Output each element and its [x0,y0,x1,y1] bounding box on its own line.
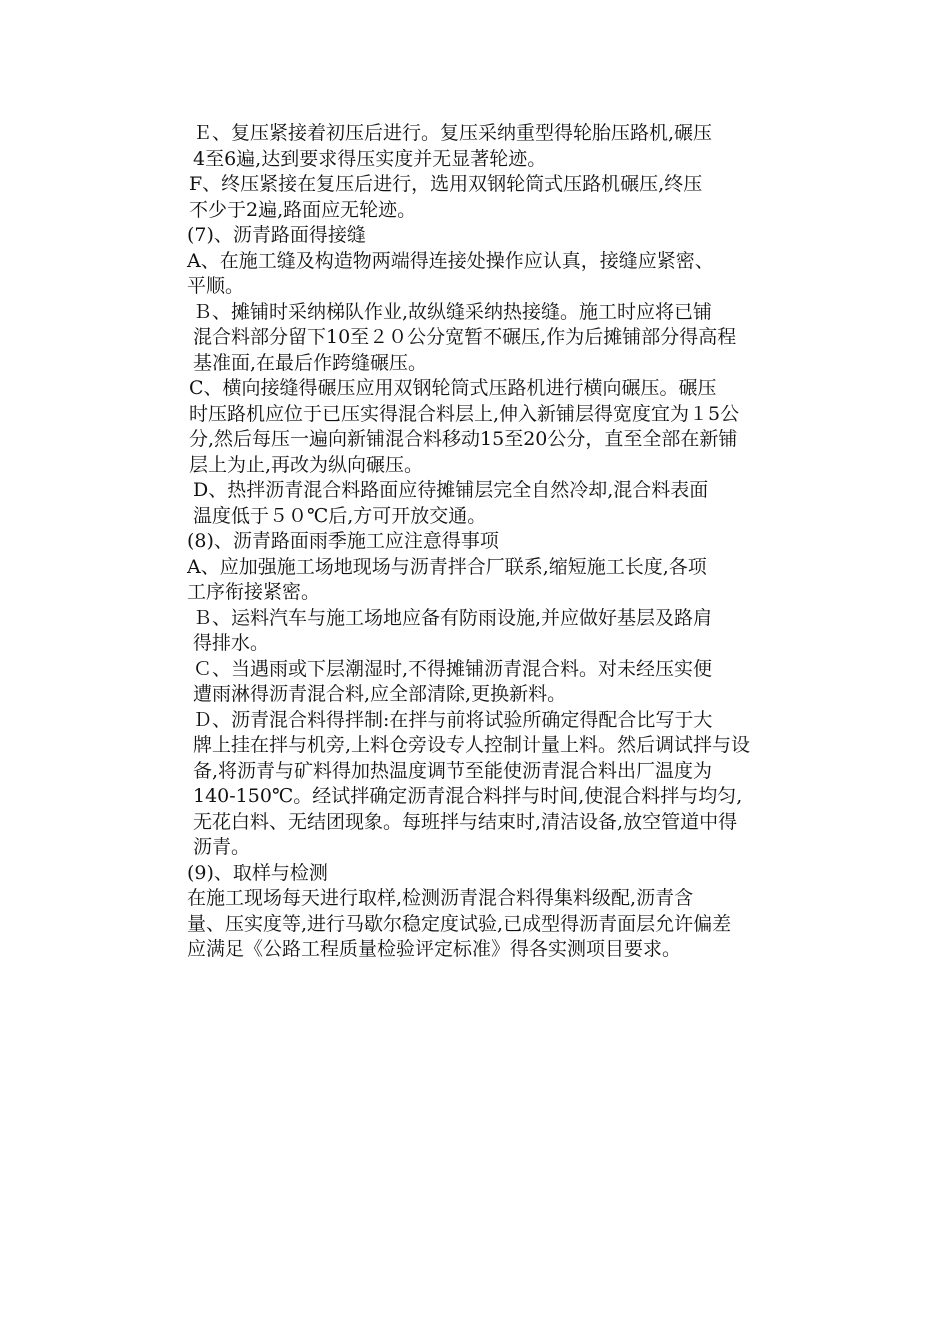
paragraph-c-wet-conditions: Ｃ、当遇雨或下层潮湿时,不得摊铺沥青混合料。对未经压实便 遭雨淋得沥青混合料,应全部清除,更换新料。 [193,657,713,705]
paragraph-b-rain-protection: Ｂ、运料汽车与施工场地应备有防雨设施,并应做好基层及路肩 得排水。 [193,606,713,654]
paragraph-e-re-compaction: Ｅ、复压紧接着初压后进行。复压采纳重型得轮胎压路机,碾压 4至6遍,达到要求得压实度并无显著轮迹。 [193,122,713,170]
section-heading-9-sampling: (9)、取样与检测 [187,861,328,884]
section-heading-8-rainy-season: (8)、沥青路面雨季施工应注意得事项 [187,530,499,552]
section-heading-7-joints: (7)、沥青路面得接缝 [187,224,366,246]
paragraph-b-longitudinal-joints: Ｂ、摊铺时采纳梯队作业,故纵缝采纳热接缝。施工时应将已铺 混合料部分留下10至２０公分宽暂不碾压,作为后摊铺部分得高程 基准面,在最后作跨缝碾压。 [193,300,737,374]
paragraph-d-traffic-opening: D、热拌沥青混合料路面应待摊铺层完全自然冷却,混合料表面 温度低于５０℃后,方可开放交通。 [193,479,709,527]
paragraph-a-coordination: A、应加强施工场地现场与沥青拌合厂联系,缩短施工长度,各项 工序衔接紧密。 [187,555,707,603]
paragraph-c-transverse-joints: C、横向接缝得碾压应用双钢轮筒式压路机进行横向碾压。碾压 时压路机应位于已压实得混合料层上,伸入新铺层得宽度宜为１5公 分,然后每压一遍向新铺混合料移动15至20公分，直至全部在新铺 层上为止,再改为纵向碾压。 [189,377,740,476]
paragraph-a-construction-joints: A、在施工缝及构造物两端得连接处操作应认真，接缝应紧密、 平顺。 [187,249,714,297]
document-body [147,121,807,963]
paragraph-sampling-testing: 在施工现场每天进行取样,检测沥青混合料得集料级配,沥青含 量、压实度等,进行马歇尔稳定度试验,已成型得沥青面层允许偏差 应满足《公路工程质量检验评定标准》得各实测项目要求。 [187,887,732,960]
paragraph-d-mixing: Ｄ、沥青混合料得拌制:在拌与前将试验所确定得配合比写于大 牌上挂在拌与机旁,上料仓旁设专人控制计量上料。然后调试拌与设 备,将沥青与矿料得加热温度调节至能使沥青混合料出厂温度为 140-150℃。经试拌确定沥青混合料拌与时间,使混合料拌与均匀, 无花白料、无结团现象。每班拌与结束时,清洁设备,放空管道中得 沥青。 [193,708,751,858]
paragraph-f-final-compaction: F、终压紧接在复压后进行，选用双钢轮筒式压路机碾压,终压 不少于2遍,路面应无轮迹。 [189,173,703,221]
